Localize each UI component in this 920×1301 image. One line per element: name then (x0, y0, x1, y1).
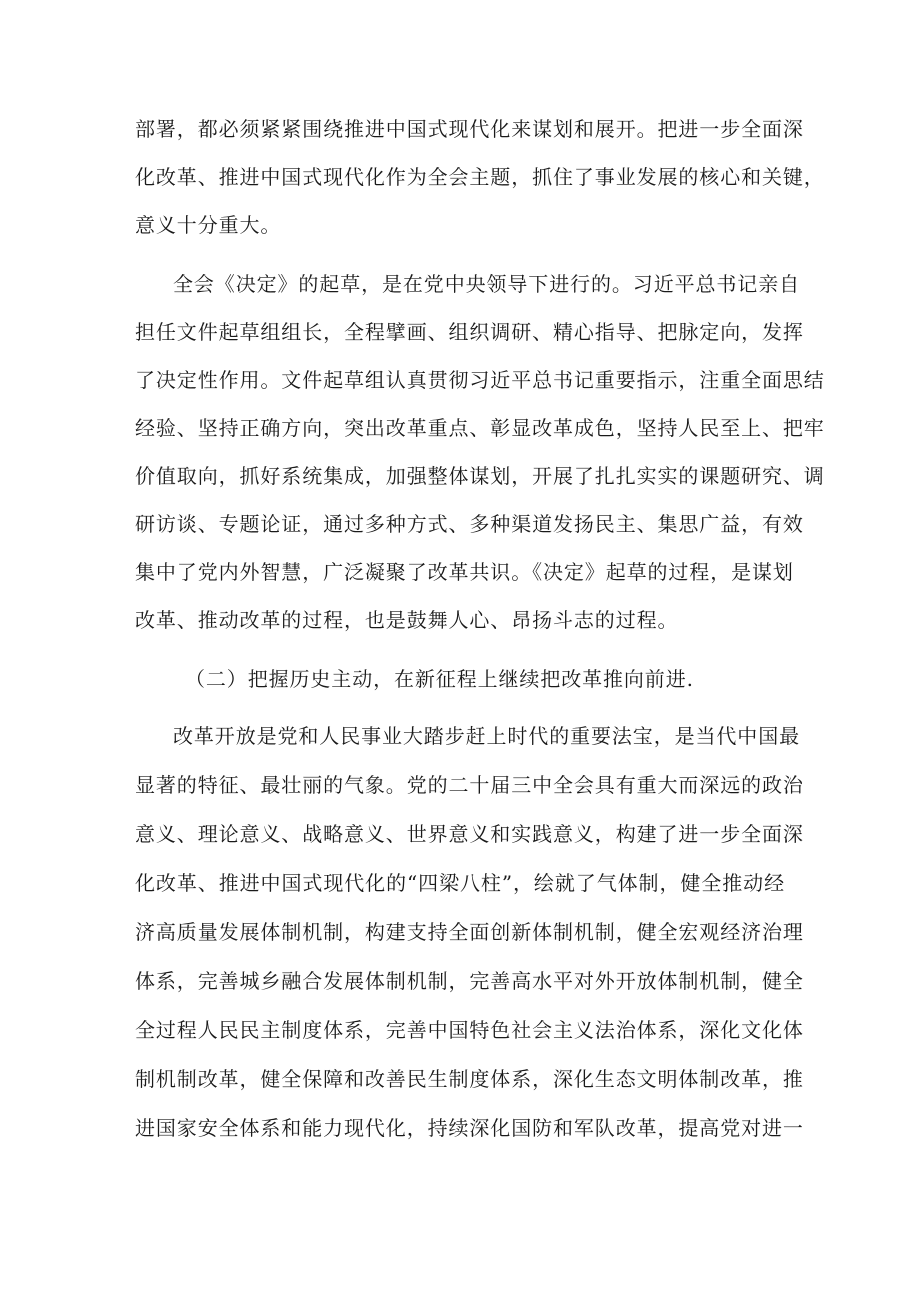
paragraph-3-line-9: 进国家安全体系和能力现代化，持续深化国防和军队改革，提高党对进一 (135, 1116, 804, 1140)
paragraph-2-line-1: 全会《决定》的起草，是在党中央领导下进行的。习近平总书记亲自 (173, 272, 800, 296)
paragraph-3-line-3: 意义、理论意义、战略意义、世界意义和实践意义，构建了进一步全面深 (135, 822, 804, 846)
paragraph-3-line-5: 济高质量发展体制机制，构建支持全面创新体制机制，健全宏观经济治理 (135, 920, 804, 944)
paragraph-3-line-8: 制机制改革，健全保障和改善民生制度体系，深化生态文明体制改革，推 (135, 1067, 804, 1091)
paragraph-1-line-1: 部署，都必须紧紧围绕推进中国式现代化来谋划和展开。把进一步全面深 (135, 117, 804, 141)
paragraph-3-line-1: 改革开放是党和人民事业大踏步赶上时代的重要法宝，是当代中国最 (173, 724, 800, 748)
paragraph-1-line-3: 意义十分重大。 (135, 213, 282, 237)
paragraph-2-line-8: 改革、推动改革的过程，也是鼓舞人心、昂扬斗志的过程。 (135, 608, 679, 632)
paragraph-2-line-3: 了决定性作用。文件起草组认真贯彻习近平总书记重要指示，注重全面思结 (135, 368, 825, 392)
paragraph-3-line-6: 体系，完善城乡融合发展体制机制，完善高水平对外开放体制机制，健全 (135, 969, 804, 993)
paragraph-2-line-4: 经验、坚持正确方向，突出改革重点、彰显改革成色，坚持人民至上、把牢 (135, 416, 825, 440)
paragraph-2-line-7: 集中了党内外智慧，广泛凝聚了改革共识。《决定》起草的过程，是谋划 (135, 560, 794, 584)
paragraph-2-line-2: 担任文件起草组组长，全程擘画、组织调研、精心指导、把脉定向，发挥 (135, 320, 804, 344)
paragraph-3-line-7: 全过程人民民主制度体系，完善中国特色社会主义法治体系，深化文化体 (135, 1018, 804, 1042)
paragraph-3-line-4: 化改革、推进中国式现代化的“四梁八柱”，绘就了气体制，健全推动经 (135, 871, 785, 895)
paragraph-2-line-5: 价值取向，抓好系统集成，加强整体谋划，开展了扎扎实实的课题研究、调 (135, 464, 825, 488)
section-heading: （二）把握历史主动，在新征程上继续把改革推向前进. (185, 667, 694, 691)
paragraph-2-line-6: 研访谈、专题论证，通过多种方式、多种渠道发扬民主、集思广益，有效 (135, 512, 804, 536)
paragraph-1-line-2: 化改革、推进中国式现代化作为全会主题，抓住了事业发展的核心和关键， (135, 165, 825, 189)
paragraph-3-line-2: 显著的特征、最壮丽的气象。党的二十届三中全会具有重大而深远的政治 (135, 773, 804, 797)
